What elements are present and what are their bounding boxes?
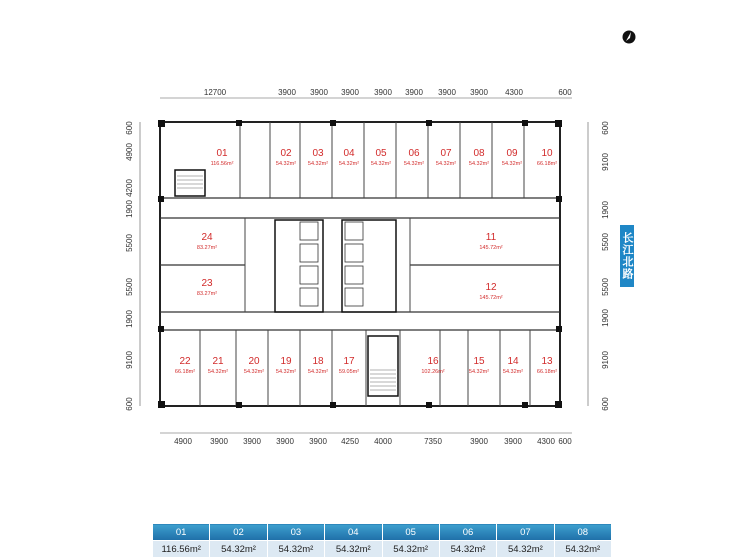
- unit-area: 59.05m²: [338, 369, 360, 375]
- unit-area: 54.32m²: [243, 369, 265, 375]
- dim-label-top: 3900: [341, 88, 359, 97]
- dim-label-right: 600: [601, 121, 610, 135]
- dim-label-top: 3900: [405, 88, 423, 97]
- unit-number: 24: [201, 232, 213, 243]
- dim-label-top: 600: [558, 88, 572, 97]
- unit-area: 54.32m²: [403, 161, 425, 167]
- table-header-cell: 06: [439, 524, 496, 541]
- dim-label-top: 3900: [374, 88, 392, 97]
- unit-area: 66.18m²: [536, 369, 558, 375]
- unit-area: 102.26m²: [421, 369, 445, 375]
- unit-area: 66.18m²: [174, 369, 196, 375]
- unit-area: 54.32m²: [468, 161, 490, 167]
- table-header-cell: 02: [210, 524, 267, 541]
- dim-label-top: 3900: [438, 88, 456, 97]
- dim-label-left: 1900: [125, 200, 134, 218]
- unit-number: 03: [312, 148, 324, 159]
- unit-number: 17: [343, 356, 355, 367]
- unit-area: 116.56m²: [210, 161, 234, 167]
- dim-label-left: 600: [125, 397, 134, 411]
- table-value-cell: 54.32m²: [439, 541, 496, 558]
- dim-label-bottom: 3900: [276, 437, 294, 446]
- unit-area: 145.72m²: [479, 245, 503, 251]
- unit-number: 01: [216, 148, 228, 159]
- dim-label-right: 5500: [601, 233, 610, 251]
- dim-label-left: 5500: [125, 234, 134, 252]
- dim-label-right: 9100: [601, 153, 610, 171]
- table-value-cell: 116.56m²: [153, 541, 210, 558]
- unit-number: 22: [179, 356, 191, 367]
- unit-area: 54.32m²: [338, 161, 360, 167]
- dim-label-bottom: 4000: [374, 437, 392, 446]
- dim-label-bottom: 4250: [341, 437, 359, 446]
- dim-label-top: 3900: [310, 88, 328, 97]
- unit-number: 14: [507, 356, 519, 367]
- table-header-cell: 04: [325, 524, 382, 541]
- unit-number: 19: [280, 356, 292, 367]
- dim-label-bottom: 3900: [210, 437, 228, 446]
- dim-label-left: 1900: [125, 310, 134, 328]
- table-header-cell: 01: [153, 524, 210, 541]
- dim-label-right: 600: [601, 397, 610, 411]
- dim-label-bottom: 3900: [309, 437, 327, 446]
- table-value-cell: 54.32m²: [267, 541, 324, 558]
- table-header-cell: 07: [497, 524, 554, 541]
- unit-area: 54.32m²: [501, 161, 523, 167]
- unit-area: 54.32m²: [370, 161, 392, 167]
- unit-number: 10: [541, 148, 553, 159]
- unit-number: 12: [485, 282, 497, 293]
- unit-number: 15: [473, 356, 485, 367]
- unit-number: 16: [427, 356, 439, 367]
- dim-label-top: 3900: [470, 88, 488, 97]
- dim-label-left: 4200: [125, 179, 134, 197]
- dim-label-left: 600: [125, 121, 134, 135]
- north-arrow-icon: [622, 30, 636, 44]
- unit-area: 54.32m²: [275, 161, 297, 167]
- unit-number: 09: [506, 148, 518, 159]
- dim-label-right: 1900: [601, 309, 610, 327]
- unit-area: 54.32m²: [502, 369, 524, 375]
- dim-label-bottom: 7350: [424, 437, 442, 446]
- unit-number: 08: [473, 148, 485, 159]
- dim-left: [125, 121, 134, 411]
- unit-number: 04: [343, 148, 355, 159]
- unit-area: 54.32m²: [307, 369, 329, 375]
- dim-label-bottom: 3900: [504, 437, 522, 446]
- table-value-cell: 54.32m²: [497, 541, 554, 558]
- unit-number: 13: [541, 356, 553, 367]
- unit-number: 07: [440, 148, 452, 159]
- unit-area: 54.32m²: [275, 369, 297, 375]
- unit-number: 06: [408, 148, 420, 159]
- dim-label-top: 4300: [505, 88, 523, 97]
- table-value-cell: 54.32m²: [325, 541, 382, 558]
- dim-label-left: 5500: [125, 278, 134, 296]
- dim-right: [601, 121, 610, 411]
- dim-label-right: 9100: [601, 351, 610, 369]
- dim-label-bottom: 3900: [470, 437, 488, 446]
- unit-number: 23: [201, 278, 213, 289]
- dim-label-bottom: 4300: [537, 437, 555, 446]
- unit-area: 54.32m²: [435, 161, 457, 167]
- table-value-cell: 54.32m²: [382, 541, 439, 558]
- dim-label-bottom: 600: [558, 437, 572, 446]
- table-header-row: [153, 524, 612, 541]
- unit-area: 145.72m²: [479, 295, 503, 301]
- table-value-row: [153, 541, 612, 558]
- table-value-cell: 54.32m²: [554, 541, 611, 558]
- dim-label-bottom: 3900: [243, 437, 261, 446]
- unit-area: 83.27m²: [196, 245, 218, 251]
- area-table: [152, 523, 612, 558]
- unit-area: 54.32m²: [468, 369, 490, 375]
- table-header-cell: 05: [382, 524, 439, 541]
- unit-area: 66.18m²: [536, 161, 558, 167]
- dim-label-left: 9100: [125, 351, 134, 369]
- dim-label-top: 3900: [278, 88, 296, 97]
- unit-area: 83.27m²: [196, 291, 218, 297]
- dim-bottom: [174, 437, 572, 446]
- unit-number: 11: [485, 232, 497, 243]
- unit-number: 20: [248, 356, 260, 367]
- dim-label-bottom: 4900: [174, 437, 192, 446]
- dim-top: [204, 88, 572, 97]
- table-value-cell: 54.32m²: [210, 541, 267, 558]
- road-label: 长江北路: [620, 225, 634, 287]
- dim-label-left: 4900: [125, 143, 134, 161]
- dim-label-right: 5500: [601, 278, 610, 296]
- unit-area: 54.32m²: [307, 161, 329, 167]
- table-header-cell: 03: [267, 524, 324, 541]
- dim-label-right: 1900: [601, 201, 610, 219]
- unit-number: 18: [312, 356, 324, 367]
- unit-number: 02: [280, 148, 292, 159]
- table-header-cell: 08: [554, 524, 611, 541]
- unit-number: 21: [212, 356, 224, 367]
- unit-area: 54.32m²: [207, 369, 229, 375]
- dim-label-top: 12700: [203, 88, 227, 97]
- unit-number: 05: [375, 148, 387, 159]
